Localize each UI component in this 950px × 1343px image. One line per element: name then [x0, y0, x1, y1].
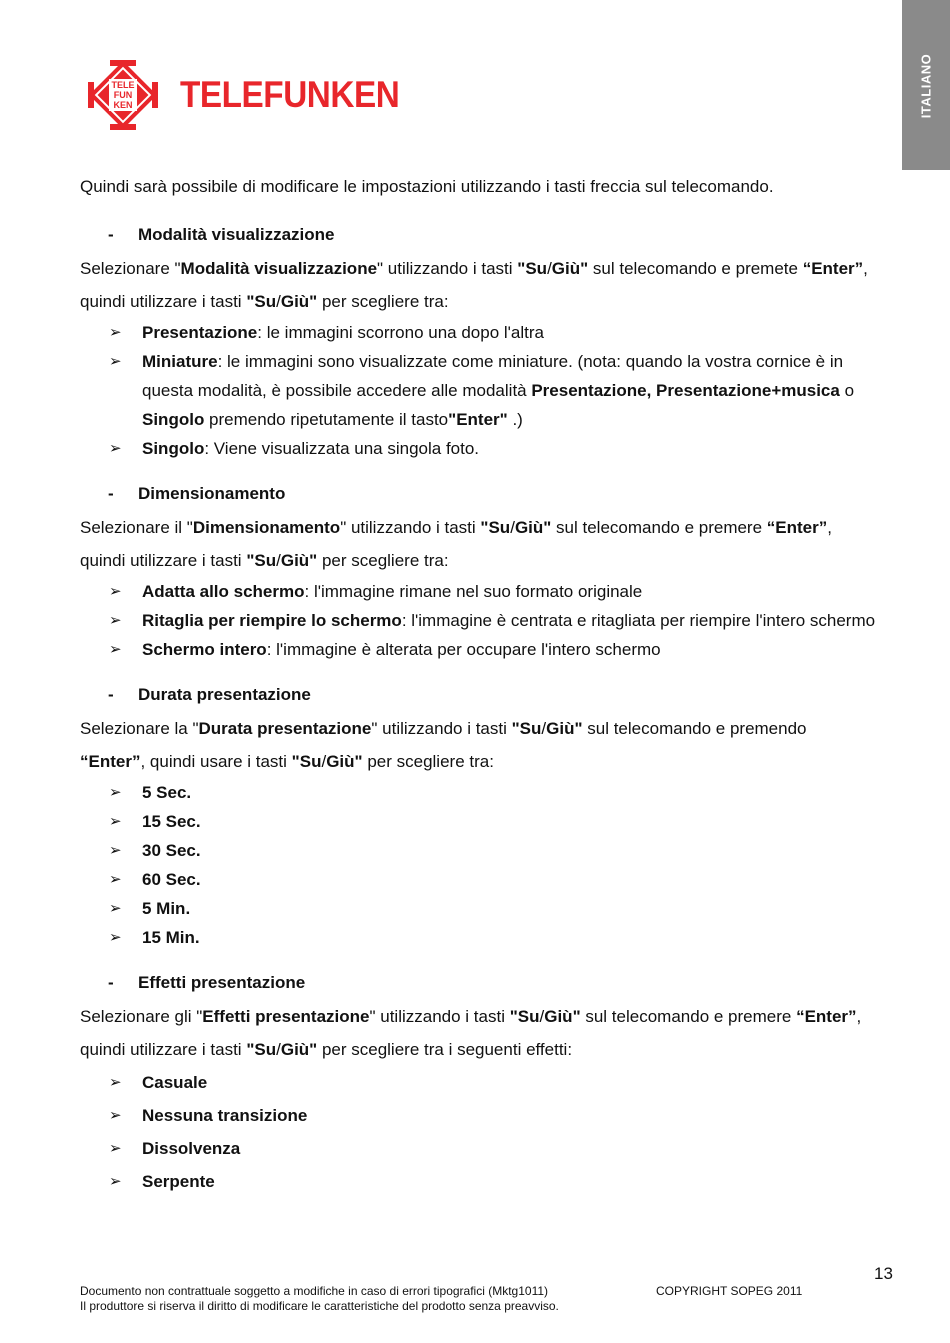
desc-text: , quindi usare i tasti [140, 752, 292, 771]
desc-text: Selezionare il " [80, 518, 193, 537]
desc-text: / [321, 752, 327, 771]
item-text: : le immagini sono visualizzate come miniature. (nota: quando la vostra cornice è in questa modalità, è possibile accedere alle modalità [142, 352, 844, 400]
item-bold: "Enter" [448, 410, 508, 429]
desc-bold: "Su [517, 259, 548, 278]
desc-bold: "Su [246, 551, 277, 570]
section-heading-display-mode [80, 220, 895, 249]
arrow-bullet-icon: ➢ [109, 612, 122, 629]
item-bold: Casuale [142, 1073, 208, 1092]
desc-text: sul telecomando e premere [551, 518, 767, 537]
desc-text: quindi utilizzare i tasti [80, 551, 247, 570]
desc-text: " utilizzando i tasti [377, 259, 518, 278]
list-item [80, 865, 895, 894]
arrow-bullet-icon: ➢ [109, 842, 122, 859]
desc-bold: “Enter” [796, 1007, 857, 1026]
logo-text-line-1: TELE [111, 80, 135, 90]
language-label: ITALIANO [918, 53, 934, 119]
list-item [80, 606, 895, 635]
desc-bold: "Su [291, 752, 322, 771]
desc-bold: Giù" [280, 292, 318, 311]
desc-text: quindi utilizzare i tasti [80, 1040, 247, 1059]
item-text: .) [507, 410, 523, 429]
desc-bold: “Enter” [80, 752, 141, 771]
item-text: : l'immagine rimane nel suo formato originale [304, 582, 643, 601]
list-item [80, 923, 895, 952]
item-bold: Ritaglia per riempire lo schermo [142, 611, 402, 630]
desc-bold: "Su [480, 518, 511, 537]
item-text: : le immagini scorrono una dopo l'altra [257, 323, 544, 342]
arrow-bullet-icon: ➢ [109, 929, 122, 946]
arrow-bullet-icon: ➢ [109, 1074, 122, 1091]
section-description [80, 1000, 895, 1066]
desc-text: per scegliere tra: [317, 551, 449, 570]
item-text: : Viene visualizzata una singola foto. [204, 439, 480, 458]
arrow-bullet-icon: ➢ [109, 440, 122, 457]
section-heading-effects [80, 968, 895, 997]
list-item [80, 434, 895, 463]
arrow-bullet-icon: ➢ [109, 1140, 122, 1157]
desc-bold: "Su [246, 1040, 277, 1059]
section-heading-sizing [80, 479, 895, 508]
list-item [80, 778, 895, 807]
item-text: : l'immagine è centrata e ritagliata per riempire l'intero schermo [401, 611, 876, 630]
section-title: Dimensionamento [138, 484, 286, 503]
desc-bold: Dimensionamento [192, 518, 341, 537]
telefunken-logo-icon [86, 58, 160, 132]
item-bold: Presentazione, Presentazione+musica [531, 381, 840, 400]
language-side-tab [902, 0, 950, 170]
item-bold: 30 Sec. [142, 841, 201, 860]
list-item [80, 1132, 895, 1165]
list-item [80, 635, 895, 664]
desc-bold: Durata presentazione [198, 719, 372, 738]
desc-bold: "Su [511, 719, 542, 738]
desc-bold: Giù" [326, 752, 363, 771]
desc-text: / [276, 292, 281, 311]
intro-paragraph: Quindi sarà possibile di modificare le impostazioni utilizzando i tasti freccia sul telecomando. [80, 177, 774, 196]
list-item [80, 318, 895, 347]
arrow-bullet-icon: ➢ [109, 871, 122, 888]
desc-text: Selezionare la " [80, 719, 199, 738]
desc-bold: Effetti presentazione [202, 1007, 370, 1026]
desc-bold: Giù" [544, 1007, 581, 1026]
desc-text: sul telecomando e premere [580, 1007, 797, 1026]
arrow-bullet-icon: ➢ [109, 583, 122, 600]
desc-text: , [827, 518, 832, 537]
desc-text: , [863, 259, 868, 278]
desc-text: sul telecomando e premete [588, 259, 803, 278]
section-description [80, 252, 895, 318]
list-item [80, 807, 895, 836]
item-text: premendo ripetutamente il tasto [204, 410, 449, 429]
item-bold: Schermo intero [142, 640, 267, 659]
desc-text: " utilizzando i tasti [371, 719, 512, 738]
item-bold: Adatta allo schermo [142, 582, 305, 601]
section-title: Effetti presentazione [138, 973, 306, 992]
desc-bold: Giù" [280, 1040, 318, 1059]
item-bold: Serpente [142, 1172, 215, 1191]
section-title: Modalità visualizzazione [138, 225, 335, 244]
option-list [80, 778, 895, 952]
section-heading-duration [80, 680, 895, 709]
list-item [80, 1165, 895, 1198]
arrow-bullet-icon: ➢ [109, 784, 122, 801]
item-bold: Singolo [142, 439, 205, 458]
item-bold: 15 Sec. [142, 812, 201, 831]
arrow-bullet-icon: ➢ [109, 813, 122, 830]
list-item [80, 577, 895, 606]
section-dash: - [108, 973, 114, 992]
desc-bold: "Su [246, 292, 277, 311]
brand-name: TELEFUNKEN [180, 74, 400, 115]
list-item [80, 894, 895, 923]
desc-text: , [856, 1007, 862, 1026]
desc-text: " utilizzando i tasti [340, 518, 481, 537]
desc-text: sul telecomando e premendo [582, 719, 807, 738]
desc-text: per scegliere tra: [317, 292, 449, 311]
desc-text: / [547, 259, 552, 278]
logo-text-line-3: KEN [113, 100, 133, 110]
arrow-bullet-icon: ➢ [109, 900, 122, 917]
item-bold: Singolo [142, 410, 205, 429]
desc-bold: Giù" [551, 259, 589, 278]
arrow-bullet-icon: ➢ [109, 353, 122, 370]
list-item [80, 1066, 895, 1099]
desc-text: per scegliere tra i seguenti effetti: [317, 1040, 573, 1059]
desc-bold: Giù" [546, 719, 583, 738]
desc-text: / [510, 518, 515, 537]
item-bold: 5 Sec. [142, 783, 192, 802]
option-list [80, 577, 895, 664]
arrow-bullet-icon: ➢ [109, 324, 122, 341]
page-number: 13 [874, 1264, 893, 1283]
footer-disclaimer: Documento non contrattuale soggetto a modifiche in caso di errori tipografici (Mktg1011) [80, 1284, 549, 1298]
section-dash: - [108, 484, 114, 503]
desc-text: quindi utilizzare i tasti [80, 292, 247, 311]
desc-text: / [539, 1007, 545, 1026]
desc-text: Selezionare gli " [80, 1007, 203, 1026]
option-list [80, 1066, 895, 1198]
item-bold: Nessuna transizione [142, 1106, 308, 1125]
logo-text-line-2: FUN [113, 90, 133, 100]
item-text: o [839, 381, 855, 400]
item-bold: Presentazione [142, 323, 258, 342]
section-description [80, 712, 895, 778]
desc-text: Selezionare " [80, 259, 181, 278]
item-bold: 60 Sec. [142, 870, 201, 889]
section-dash: - [108, 225, 114, 244]
desc-bold: “Enter” [766, 518, 828, 537]
item-bold: 15 Min. [142, 928, 200, 947]
section-description [80, 511, 895, 577]
list-item [80, 836, 895, 865]
desc-bold: Giù" [280, 551, 318, 570]
list-item [80, 347, 895, 434]
desc-text: " utilizzando i tasti [369, 1007, 510, 1026]
desc-bold: Giù" [514, 518, 552, 537]
desc-bold: Modalità visualizzazione [180, 259, 378, 278]
item-text: : l'immagine è alterata per occupare l'intero schermo [266, 640, 661, 659]
desc-text: / [276, 551, 281, 570]
desc-text: / [541, 719, 547, 738]
section-title: Durata presentazione [138, 685, 311, 704]
footer-notice: Il produttore si riserva il diritto di modificare le caratteristiche del prodotto senza preavviso. [80, 1299, 559, 1313]
arrow-bullet-icon: ➢ [109, 1173, 122, 1190]
desc-text: / [276, 1040, 281, 1059]
arrow-bullet-icon: ➢ [109, 641, 122, 658]
option-list [80, 318, 895, 463]
item-bold: Dissolvenza [142, 1139, 241, 1158]
item-bold: 5 Min. [142, 899, 191, 918]
desc-bold: “Enter” [802, 259, 864, 278]
list-item [80, 1099, 895, 1132]
arrow-bullet-icon: ➢ [109, 1107, 122, 1124]
section-dash: - [108, 685, 114, 704]
document-body [80, 172, 895, 1198]
desc-bold: "Su [509, 1007, 540, 1026]
desc-text: per scegliere tra: [362, 752, 494, 771]
item-bold: Miniature [142, 352, 218, 371]
footer [80, 1284, 895, 1314]
footer-copyright: COPYRIGHT SOPEG 2011 [656, 1284, 803, 1298]
